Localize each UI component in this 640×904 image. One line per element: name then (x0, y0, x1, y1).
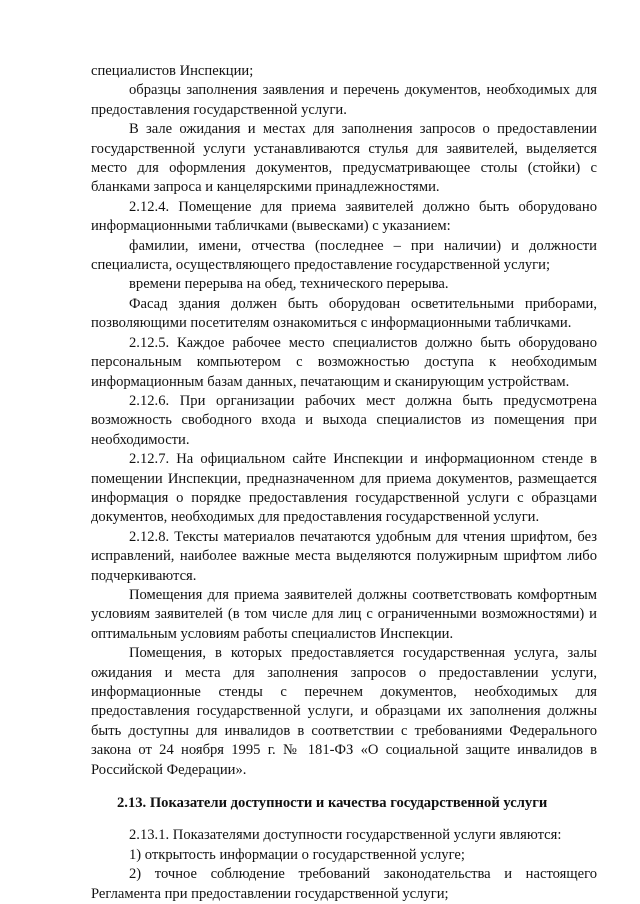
paragraph-continuation: специалистов Инспекции; (91, 63, 254, 79)
section-heading-2-13: 2.13. Показатели доступности и качества государственной услуги (117, 795, 548, 812)
paragraph: Помещения для приема заявителей должны соответствовать комфортным условиям заявителей (в том числе для лиц с ограниченными возможностями) и оптимальным условиям работы специалистов Инспекции. (91, 586, 597, 642)
paragraph: Фасад здания должен быть оборудован осветительными приборами, позволяющими посетителям ознакомиться с информационными табличками. (91, 295, 597, 332)
list-item: 1) открытость информации о государственной услуге; (129, 846, 465, 863)
paragraph: времени перерыва на обед, технического перерыва. (129, 276, 449, 293)
paragraph: фамилии, имени, отчества (последнее – при наличии) и должности специалиста, осуществляющего предоставление государственной услуги; (91, 237, 597, 274)
paragraph: В зале ожидания и местах для заполнения запросов о предоставлении государственной услуги устанавливаются стулья для заявителей, выделяется место для оформления документов, предусматривающее столы (стойки) с бланками запроса и канцелярскими принадлежностями. (91, 121, 597, 196)
paragraph-2-12-5: 2.12.5. Каждое рабочее место специалистов должно быть оборудовано персональным компьютером с возможностью доступа к необходимым информационным базам данных, печатающим и сканирующим устройствам. (91, 334, 597, 390)
paragraph-2-13-1: 2.13.1. Показателями доступности государственной услуги являются: (129, 827, 562, 844)
paragraph-2-12-6: 2.12.6. При организации рабочих мест должна быть предусмотрена возможность свободного входа и выхода специалистов из помещения при необходимости. (91, 392, 597, 448)
document-page (91, 62, 597, 904)
paragraph-2-12-4: 2.12.4. Помещение для приема заявителей должно быть оборудовано информационными табличками (вывесками) с указанием: (91, 198, 597, 235)
paragraph: образцы заполнения заявления и перечень документов, необходимых для предоставления государственной услуги. (91, 82, 597, 118)
list-item: 2) точное соблюдение требований законодательства и настоящего Регламента при предоставлении государственной услуги; (91, 866, 597, 902)
paragraph: Помещения, в которых предоставляется государственная услуга, залы ожидания и места для заполнения запросов о предоставлении услуги, информационные стенды с перечнем документов, необходимых для предоставления государственной услуги, и образцами их заполнения должны быть доступны для инвалидов в соответствии с требованиями Федерального закона от 24 ноября 1995 г. № 181-ФЗ «О социальной защите инвалидов в Российской Федерации». (91, 645, 597, 778)
paragraph-2-12-8: 2.12.8. Тексты материалов печатаются удобным для чтения шрифтом, без исправлений, наиболее важные места выделяются полужирным шрифтом либо подчеркиваются. (91, 528, 597, 584)
paragraph-2-12-7: 2.12.7. На официальном сайте Инспекции и информационном стенде в помещении Инспекции, предназначенном для приема документов, размещается информация о порядке предоставления государственной услуги с образцами документов, необходимых для предоставления государственной услуги. (91, 451, 597, 526)
